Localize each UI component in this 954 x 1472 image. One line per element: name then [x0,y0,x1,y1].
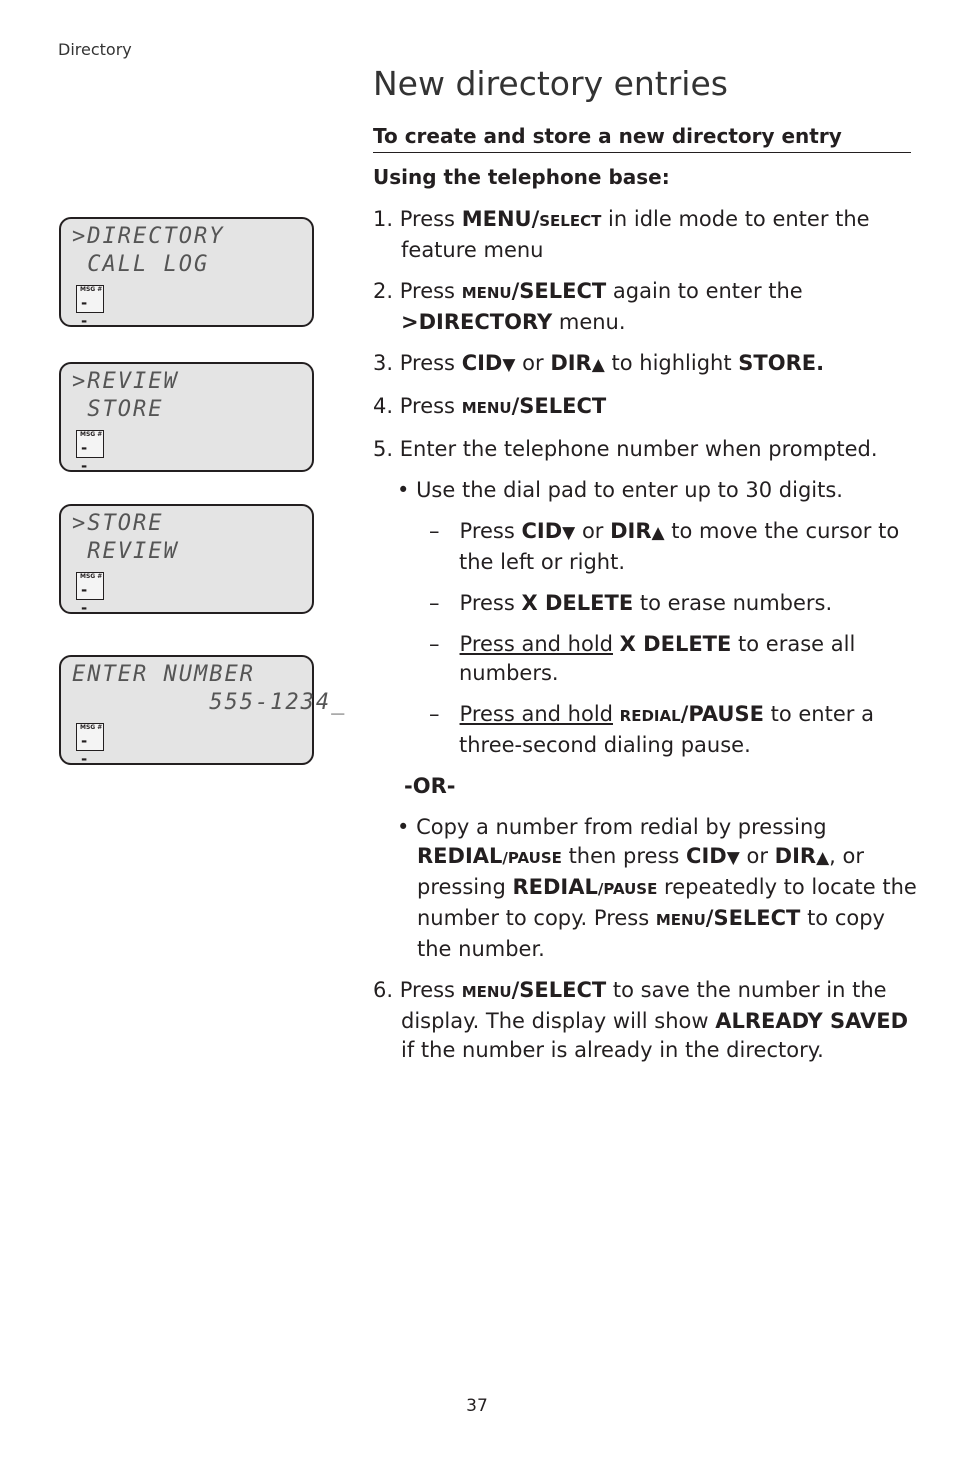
lcd-screen-store [59,504,314,617]
running-header: Directory [58,40,132,59]
lcd-line-1: >REVIEW [72,369,179,394]
up-arrow-icon: ▲ [816,848,830,868]
dash-erase-all: – Press and hold X DELETE to erase all numbers. [429,632,856,685]
msg-value: - - [81,732,90,768]
down-arrow-icon: ▼ [726,848,740,868]
lcd-screen-enter-number [59,655,347,768]
step-4: 4. Press MENU/SELECT [373,394,607,418]
or-separator: -OR- [404,774,456,798]
down-arrow-icon: ▼ [502,355,516,375]
msg-value: - - [81,439,90,475]
instruction-steps [373,205,918,1077]
dash-move-cursor: – Press CID▼ or DIR▲ to move the cursor to the left or right. [429,519,900,574]
msg-counter [76,285,104,330]
msg-label: MSG # [80,573,103,580]
dash-dialing-pause: – Press and hold REDIAL/PAUSE to enter a three-second dialing pause. [429,702,874,757]
step-1: 1. Press MENU/SELECT in idle mode to enter the feature menu [373,207,870,262]
dash-erase-numbers: – Press X DELETE to erase numbers. [429,591,833,615]
lcd-screen-review [59,362,314,475]
msg-value: - - [81,294,90,330]
step-3: 3. Press CID▼ or DIR▲ to highlight STORE. [373,351,825,375]
down-arrow-icon: ▼ [562,523,576,543]
section-heading: To create and store a new directory entry [373,124,911,153]
lcd-line-2: STORE [72,397,164,422]
msg-label: MSG # [80,724,103,731]
lcd-line-1: >DIRECTORY [72,224,225,249]
lcd-line-1: >STORE [72,511,164,536]
step-6: 6. Press MENU/SELECT to save the number in the display. The display will show ALREADY SAVED if the number is already in the directory. [373,978,909,1062]
lcd-line-1: ENTER NUMBER [72,662,255,687]
msg-label: MSG # [80,431,103,438]
lcd-line-2: REVIEW [72,539,179,564]
msg-value: - - [81,581,90,617]
bullet-copy-redial: • Copy a number from redial by pressing REDIAL/PAUSE then press CID▼ or DIR▲, or pressing REDIAL/PAUSE repeatedly to locate the number to copy. Press MENU/SELECT to copy the number. [397,815,917,961]
msg-label: MSG # [80,286,103,293]
page-number: 37 [466,1396,488,1416]
msg-counter [76,572,104,617]
lcd-line-2: CALL LOG [72,252,210,277]
bullet-dial-pad: • Use the dial pad to enter up to 30 digits. [397,478,843,502]
step-2: 2. Press MENU/SELECT again to enter the >DIRECTORY menu. [373,279,803,334]
up-arrow-icon: ▲ [591,355,605,375]
step-5: 5. Enter the telephone number when prompted. [373,437,878,461]
msg-counter [76,430,104,475]
lcd-screen-directory [59,217,314,330]
subheading: Using the telephone base: [373,165,670,189]
page-title: New directory entries [373,64,728,103]
msg-counter [76,723,104,768]
up-arrow-icon: ▲ [651,523,665,543]
lcd-line-2: 555-1234_ [72,690,347,715]
